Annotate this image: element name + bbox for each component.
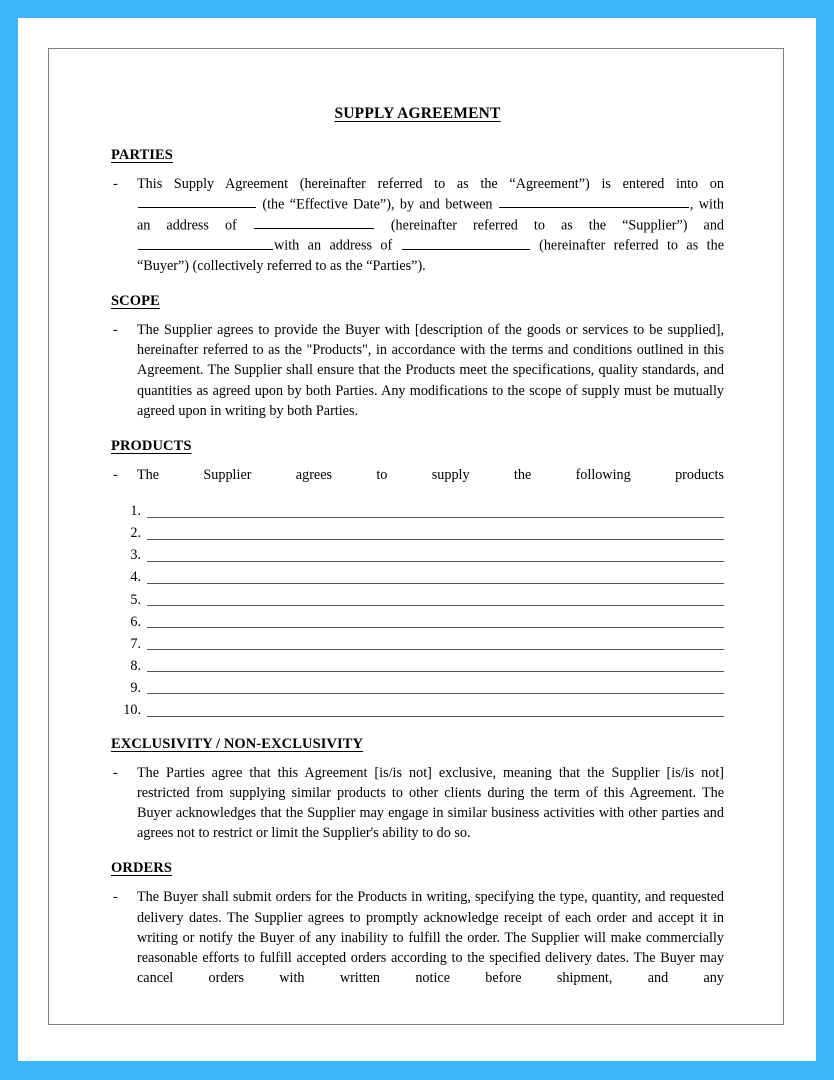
list-item[interactable]	[111, 634, 724, 655]
products-intro-word: products	[675, 466, 724, 483]
list-item-number: 7.	[130, 635, 141, 652]
parties-text-6: (hereinafter referred to as the “Buyer”) (collectively referred to as the “Parties”).	[137, 237, 725, 274]
products-fill-in-list	[111, 501, 724, 720]
products-intro-word: agrees	[295, 466, 333, 483]
parties-paragraph-block	[111, 174, 724, 276]
list-item-fill-line[interactable]	[147, 539, 724, 540]
bullet-dash-icon: -	[113, 889, 118, 906]
paper-sheet	[18, 18, 816, 1061]
parties-text-1: This Supply Agreement (hereinafter referred to as the “Agreement”) is entered into on	[137, 175, 724, 192]
list-item[interactable]	[111, 545, 724, 566]
list-item[interactable]	[111, 501, 724, 522]
parties-paragraph	[137, 174, 724, 276]
document-page-border	[48, 48, 784, 1025]
products-intro-block	[111, 465, 724, 485]
list-item-fill-line[interactable]	[147, 716, 724, 717]
orders-paragraph: The Buyer shall submit orders for the Products in writing, specifying the type, quantity, and requested delivery dates. The Supplier agrees to promptly acknowledge receipt of each order and accept it in writing or notify the Buyer of any inability to fulfill the order. The Supplier will make commercially reasonable efforts to fulfill accepted orders according to the specified delivery dates. The Buyer may cancel orders with written notice before shipment, and any	[137, 889, 724, 987]
parties-text-5: with an address of	[274, 237, 393, 254]
list-item[interactable]	[111, 523, 724, 544]
supplier-name-blank[interactable]	[499, 194, 689, 208]
supplier-address-blank[interactable]	[254, 215, 374, 229]
list-item[interactable]	[111, 612, 724, 633]
list-item[interactable]	[111, 590, 724, 611]
parties-text-3: , with an address of	[137, 196, 725, 233]
list-item[interactable]	[111, 678, 724, 699]
section-heading-scope: SCOPE	[111, 292, 160, 309]
section-heading-exclusivity: EXCLUSIVITY / NON-EXCLUSIVITY	[111, 735, 364, 752]
document-content	[111, 105, 724, 1024]
list-item-fill-line[interactable]	[147, 671, 724, 672]
buyer-name-blank[interactable]	[138, 235, 273, 249]
list-item-number: 4.	[130, 569, 141, 586]
list-item-number: 10.	[123, 701, 141, 718]
products-intro-word: supply	[431, 466, 470, 483]
list-item-number: 8.	[130, 657, 141, 674]
list-item-number: 3.	[130, 547, 141, 564]
list-item[interactable]	[111, 656, 724, 677]
bullet-dash-icon: -	[113, 764, 118, 781]
list-item-fill-line[interactable]	[147, 627, 724, 628]
list-item-fill-line[interactable]	[147, 693, 724, 694]
section-heading-parties: PARTIES	[111, 146, 173, 163]
products-intro-word: to	[376, 466, 388, 483]
products-intro-line	[137, 465, 724, 485]
page-title: SUPPLY AGREEMENT	[334, 105, 501, 122]
list-item-fill-line[interactable]	[147, 583, 724, 584]
list-item-number: 5.	[130, 591, 141, 608]
list-item-fill-line[interactable]	[147, 649, 724, 650]
bullet-dash-icon: -	[113, 466, 118, 483]
scope-paragraph: The Supplier agrees to provide the Buyer with [description of the goods or services to be supplied], hereinafter referred to as the "Products", in accordance with the terms and conditions outlined in this Agreement. The Supplier shall ensure that the Products meet the specifications, quality standards, and quantities as agreed upon by both Parties. Any modifications to the scope of supply must be mutually agreed upon in writing by both Parties.	[137, 322, 724, 419]
exclusivity-paragraph: The Parties agree that this Agreement [is/is not] exclusive, meaning that the Supplier [is/is not] restricted from supplying similar products to other clients during the term of this Agreement. The Buyer acknowledges that the Supplier may engage in similar business activities with other parties and agrees not to restrict or limit the Supplier's ability to do so.	[137, 764, 724, 842]
list-item[interactable]	[111, 700, 724, 721]
section-heading-orders: ORDERS	[111, 860, 173, 877]
list-item-number: 1.	[130, 503, 141, 520]
buyer-address-blank[interactable]	[402, 235, 530, 249]
list-item-number: 6.	[130, 613, 141, 630]
list-item-number: 2.	[130, 525, 141, 542]
orders-paragraph-block	[111, 887, 724, 1008]
products-intro-word: Supplier	[203, 466, 252, 483]
list-item[interactable]	[111, 567, 724, 588]
parties-text-2: (the “Effective Date”), by and between	[262, 196, 493, 213]
products-intro-word: The	[137, 466, 160, 483]
products-intro-word: the	[513, 466, 532, 483]
list-item-fill-line[interactable]	[147, 517, 724, 518]
list-item-fill-line[interactable]	[147, 605, 724, 606]
bullet-dash-icon: -	[113, 322, 118, 339]
section-heading-products: PRODUCTS	[111, 437, 192, 454]
bullet-dash-icon: -	[113, 175, 118, 192]
list-item-fill-line[interactable]	[147, 561, 724, 562]
effective-date-blank[interactable]	[138, 194, 256, 208]
list-item-number: 9.	[130, 679, 141, 696]
exclusivity-paragraph-block	[111, 763, 724, 844]
products-intro-word: following	[575, 466, 631, 483]
parties-text-4: (hereinafter referred to as the “Supplier”) and	[390, 217, 725, 233]
scope-paragraph-block	[111, 320, 724, 421]
